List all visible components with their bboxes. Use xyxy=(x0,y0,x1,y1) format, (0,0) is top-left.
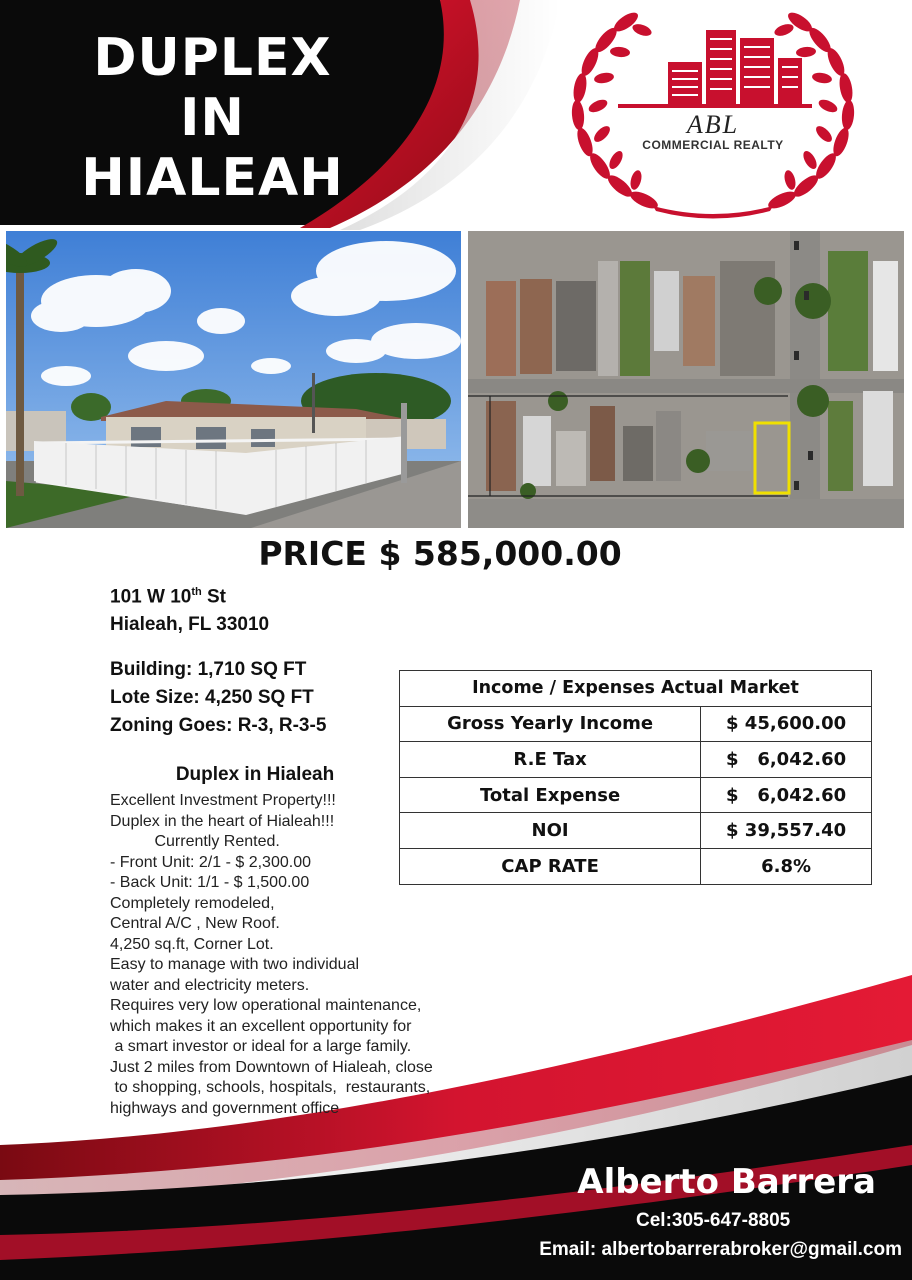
table-row xyxy=(400,706,872,742)
description-line: Completely remodeled, xyxy=(110,894,275,912)
row-label: Gross Yearly Income xyxy=(400,706,701,742)
row-label: NOI xyxy=(400,813,701,849)
description-line: 4,250 sq.ft, Corner Lot. xyxy=(110,935,274,953)
description-line: Excellent Investment Property!!! xyxy=(110,792,336,809)
description-line: to shopping, schools, hospitals, restaurants, xyxy=(110,1079,431,1096)
property-address xyxy=(110,578,269,639)
aerial-photo xyxy=(468,231,904,528)
address-ordinal-suffix: th xyxy=(191,586,202,598)
headline-line-3: HIALEAH xyxy=(81,148,344,208)
table-row xyxy=(400,742,872,778)
agent-phone: Cel:305-647-8805 xyxy=(636,1210,791,1231)
row-value: $ 6,042.60 xyxy=(701,777,872,813)
description-line: Currently Rented. xyxy=(110,833,280,850)
description-title: Duplex in Hialeah xyxy=(175,764,335,785)
listing-price: PRICE $ 585,000.00 xyxy=(258,534,622,573)
description-line: Easy to manage with two individual xyxy=(110,956,360,973)
street-view-photo xyxy=(6,231,461,528)
zoning: Zoning Goes: R-3, R-3-5 xyxy=(110,715,327,736)
agent-email: Email: albertobarrerabroker@gmail.com xyxy=(539,1239,902,1260)
description-line: highways and government office xyxy=(110,1099,340,1117)
building-size: Building: 1,710 SQ FT xyxy=(110,659,307,680)
row-label: R.E Tax xyxy=(400,742,701,778)
description-body xyxy=(110,791,530,1119)
description-line: which makes it an excellent opportunity for xyxy=(110,1017,412,1035)
address-line-2: Hialeah, FL 33010 xyxy=(110,614,270,636)
row-value: $ 39,557.40 xyxy=(701,813,872,849)
logo-subtitle: COMMERCIAL REALTY xyxy=(642,138,784,152)
agent-name: Alberto Barrera xyxy=(577,1162,876,1202)
headline-line-1: DUPLEX xyxy=(93,28,332,88)
description-line: water and electricity meters. xyxy=(110,976,310,994)
row-label: CAP RATE xyxy=(400,848,701,884)
address-street-suffix: St xyxy=(201,586,226,608)
description-line: - Front Unit: 2/1 - $ 2,300.00 xyxy=(110,853,311,871)
table-header-row xyxy=(400,671,872,707)
headline xyxy=(0,28,425,208)
description-line: Just 2 miles from Downtown of Hialeah, close xyxy=(110,1058,433,1076)
row-value: $ 6,042.60 xyxy=(701,742,872,778)
row-label: Total Expense xyxy=(400,777,701,813)
lot-size: Lote Size: 4,250 SQ FT xyxy=(110,687,314,708)
description-line: Duplex in the heart of Hialeah!!! xyxy=(110,812,335,830)
description-line: Central A/C , New Roof. xyxy=(110,915,280,932)
headline-line-2: IN xyxy=(180,88,245,148)
abl-logo xyxy=(558,0,868,222)
address-street-number: 101 W 10 xyxy=(110,586,192,608)
table-header: Income / Expenses Actual Market xyxy=(400,671,872,707)
row-value: $ 45,600.00 xyxy=(701,706,872,742)
description-line: a smart investor or ideal for a large family. xyxy=(110,1038,412,1055)
property-specs xyxy=(110,656,326,740)
description-line: Requires very low operational maintenance, xyxy=(110,997,422,1014)
description-line: - Back Unit: 1/1 - $ 1,500.00 xyxy=(110,874,310,891)
row-value: 6.8% xyxy=(701,848,872,884)
logo-name: ABL xyxy=(686,110,740,139)
address-line-1 xyxy=(110,578,269,611)
